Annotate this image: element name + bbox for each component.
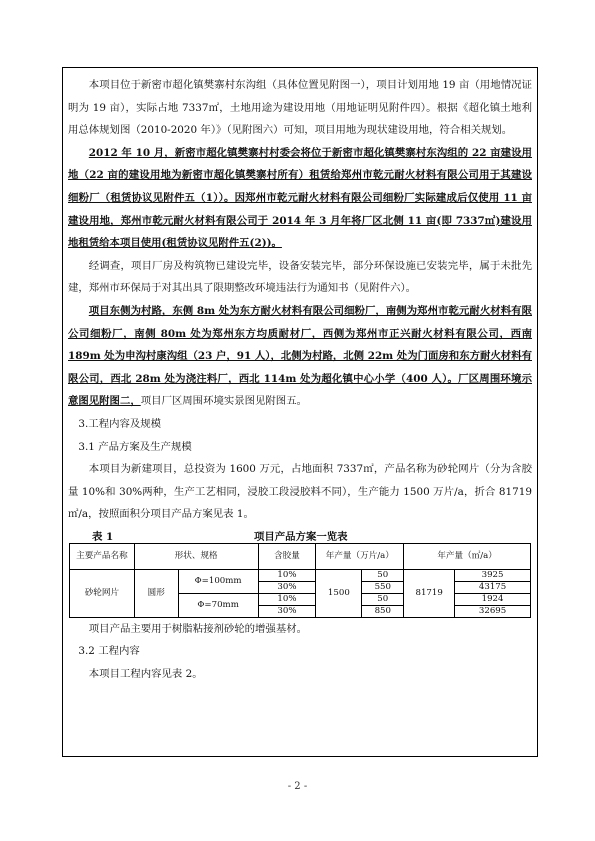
header-shape: 形状、规格	[134, 543, 258, 569]
section-heading-3: 3.工程内容及规模	[78, 417, 162, 430]
section-heading-3-1: 3.1 产品方案及生产规模	[78, 440, 192, 453]
table1-label: 表 1	[92, 530, 114, 543]
cell-area: 1924	[455, 593, 531, 605]
cell-pieces: 50	[362, 593, 404, 605]
table-header-row	[70, 543, 531, 569]
document-body	[68, 74, 532, 686]
paragraph-product-usage: 项目产品主要用于树脂粘接剂砂轮的增强基材。	[88, 622, 307, 635]
cell-spec: Φ=100mm	[178, 569, 258, 593]
cell-glue: 30%	[258, 605, 316, 617]
cell-product-name: 砂轮网片	[70, 569, 135, 617]
cell-total-pieces: 1500	[316, 569, 362, 617]
cell-area: 43175	[455, 581, 531, 593]
header-annual-pieces: 年产量（万片/a）	[316, 543, 404, 569]
cell-glue: 30%	[258, 581, 316, 593]
header-product: 主要产品名称	[70, 543, 135, 569]
paragraph-surroundings	[68, 300, 532, 413]
page-number: - 2 -	[287, 781, 308, 792]
paragraph-product-scale: 本项目为新建项目，总投资为 1600 万元，占地面积 7337㎡，产品名称为砂轮网片（分为含胶量 10%和 30%两种，生产工艺相同，浸胶工段浸胶料不同），生产能力 1500 万片/a，折合 81719㎡/a，按照面积分项目产品方案见表 1。	[68, 463, 532, 521]
table1-caption: 项目产品方案一览表	[254, 530, 348, 543]
product-scheme-table	[69, 543, 531, 618]
header-glue: 含胶量	[258, 543, 316, 569]
cell-glue: 10%	[258, 569, 316, 581]
cell-pieces: 550	[362, 581, 404, 593]
section-heading-3-2: 3.2 工程内容	[78, 645, 140, 658]
cell-spec: Φ=70mm	[178, 593, 258, 617]
cell-area: 32695	[455, 605, 531, 617]
header-annual-area: 年产量（㎡/a）	[404, 543, 531, 569]
surroundings-rest-text: 项目厂区周围环境实景图见附图五。	[140, 395, 307, 408]
table-row	[70, 569, 531, 581]
paragraph-engineering-content: 本项目工程内容见表 2。	[88, 668, 203, 681]
table1-title	[68, 528, 532, 543]
paragraph-location: 本项目位于新密市超化镇樊寨村东沟组（具体位置见附图一），项目计划用地 19 亩（用地情况证明为 19 亩），实际占地 7337㎡，土地用途为建设用地（用地证明见附件四）。根据《超化镇土地利用总体规划图（2010-2020 年）》（见附图六）可知，项目用地为现状建设用地，符合相关规划。	[68, 79, 532, 137]
surroundings-bold-text: 项目东侧为村路，东侧 8m 处为东方耐火材料有限公司细粉厂，南侧为郑州市乾元耐火材料有限公司细粉厂，南侧 80m 处为郑州东方均质耐材厂，西侧为郑州市正兴耐火材料有限公司，西南 189m 处为申沟村康沟组（23 户，91 人），北侧为村路，北侧 22m 处为门面房和东方耐火材料有限公司，西北 28m 处为浇注料厂，西北 114m 处为超化镇中心小学（400 人）。厂区周围环境示意图见附图二，	[68, 304, 532, 408]
paragraph-investigation: 经调查，项目厂房及构筑物已建设完毕，设备安装完毕，部分环保设施已安装完毕，属于未批先建，郑州市环保局于对其出具了限期整改环境违法行为通知书（见附件六）。	[68, 259, 532, 295]
cell-pieces: 850	[362, 605, 404, 617]
cell-total-area: 81719	[404, 569, 455, 617]
cell-pieces: 50	[362, 569, 404, 581]
paragraph-lease-history: 2012 年 10 月，新密市超化镇樊寨村村委会将位于新密市超化镇樊寨村东沟组的 22 亩建设用地（22 亩的建设用地为新密市超化镇樊寨村所有）租赁给郑州市乾元耐火材料有限公司用于其建设细粉厂（租赁协议见附件五（1））。因郑州市乾元耐火材料有限公司细粉厂实际建成后仅使用 11 亩建设用地，郑州市乾元耐火材料有限公司于 2014 年 3 月年将厂区北侧 11 亩(即 7337㎡)建设用地租赁给本项目使用(租赁协议见附件五(2))。	[68, 146, 532, 250]
cell-area: 3925	[455, 569, 531, 581]
cell-glue: 10%	[258, 593, 316, 605]
cell-shape: 圆形	[134, 569, 178, 617]
